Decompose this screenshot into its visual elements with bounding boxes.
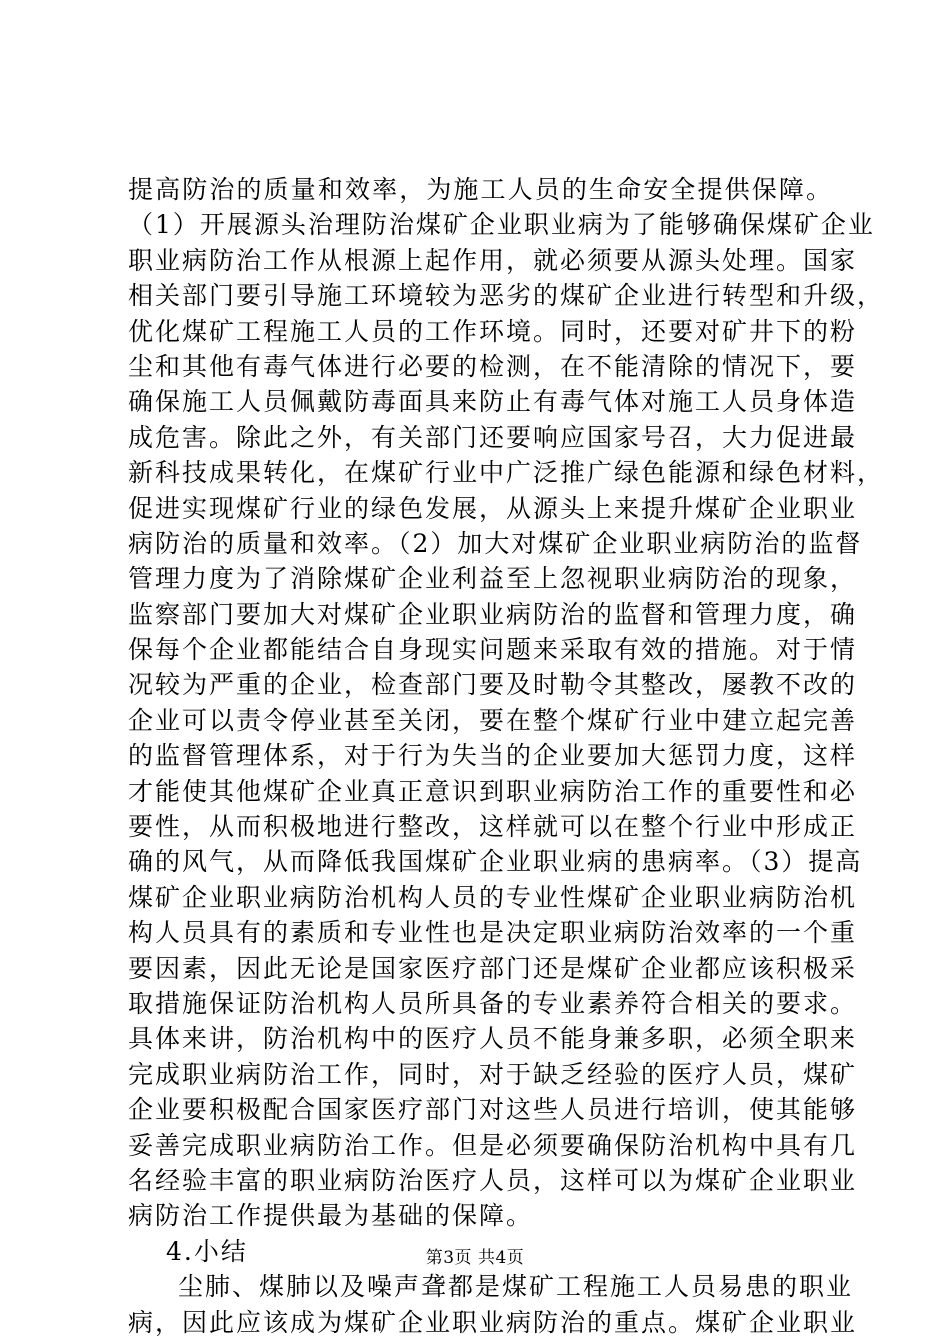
text-line: 职业病防治工作从根源上起作用，就必须要从源头处理。国家 — [128, 245, 858, 275]
text-line: 完成职业病防治工作，同时，对于缺乏经验的医疗人员，煤矿 — [128, 1059, 858, 1089]
text-line: 才能使其他煤矿企业真正意识到职业病防治工作的重要性和必 — [128, 776, 858, 806]
text-line: 成危害。除此之外，有关部门还要响应国家号召，大力促进最 — [128, 422, 858, 452]
text-line: 提高防治的质量和效率，为施工人员的生命安全提供保障。 — [128, 175, 833, 204]
text-line: 优化煤矿工程施工人员的工作环境。同时，还要对矿井下的粉 — [128, 316, 858, 346]
text-line: 名经验丰富的职业病防治医疗人员，这样可以为煤矿企业职业 — [128, 1165, 858, 1195]
text-line: 构人员具有的素质和专业性也是决定职业病防治效率的一个重 — [128, 918, 858, 948]
text-line: 监察部门要加大对煤矿企业职业病防治的监督和管理力度，确 — [128, 599, 858, 629]
text-line: 要因素，因此无论是国家医疗部门还是煤矿企业都应该积极采 — [128, 953, 858, 983]
text-line: 促进实现煤矿行业的绿色发展，从源头上来提升煤矿企业职业 — [128, 493, 858, 523]
text-line: 具体来讲，防治机构中的医疗人员不能身兼多职，必须全职来 — [128, 1024, 858, 1054]
section-heading: 4.小结 — [166, 1236, 248, 1266]
text-line: （1）开展源头治理防治煤矿企业职业病为了能够确保煤矿企业 — [128, 210, 875, 240]
text-line: 管理力度为了消除煤矿企业利益至上忽视职业病防治的现象， — [128, 564, 858, 594]
text-line: 病防治的质量和效率。（2）加大对煤矿企业职业病防治的监督 — [128, 528, 863, 558]
text-line: 取措施保证防治机构人员所具备的专业素养符合相关的要求。 — [128, 988, 858, 1018]
text-line: 新科技成果转化，在煤矿行业中广泛推广绿色能源和绿色材料， — [128, 458, 885, 488]
text-line: 况较为严重的企业，检查部门要及时勒令其整改，屡教不改的 — [128, 670, 858, 700]
text-line: 确保施工人员佩戴防毒面具来防止有毒气体对施工人员身体造 — [128, 387, 858, 417]
text-line: 保每个企业都能结合自身现实问题来采取有效的措施。对于情 — [128, 635, 858, 665]
text-line: 妥善完成职业病防治工作。但是必须要确保防治机构中具有几 — [128, 1130, 858, 1160]
text-line: 的监督管理体系，对于行为失当的企业要加大惩罚力度，这样 — [128, 741, 858, 771]
text-line: 病防治工作提供最为基础的保障。 — [128, 1201, 534, 1231]
text-line: 相关部门要引导施工环境较为恶劣的煤矿企业进行转型和升级， — [128, 281, 885, 311]
text-line: 煤矿企业职业病防治机构人员的专业性煤矿企业职业病防治机 — [128, 882, 858, 912]
page-number-footer: 第3页 共4页 — [425, 1248, 525, 1268]
document-body — [128, 172, 885, 1340]
text-line: 尘和其他有毒气体进行必要的检测，在不能清除的情况下，要 — [128, 351, 858, 381]
text-line: 企业可以责令停业甚至关闭，要在整个煤矿行业中建立起完善 — [128, 705, 858, 735]
text-line: 确的风气，从而降低我国煤矿企业职业病的患病率。（3）提高 — [128, 847, 863, 877]
text-line: 要性，从而积极地进行整改，这样就可以在整个行业中形成正 — [128, 812, 858, 842]
text-line: 病，因此应该成为煤矿企业职业病防治的重点。煤矿企业职业 — [128, 1307, 858, 1337]
text-line: 企业要积极配合国家医疗部门对这些人员进行培训，使其能够 — [128, 1095, 858, 1125]
text-line: 尘肺、煤肺以及噪声聋都是煤矿工程施工人员易患的职业 — [178, 1272, 854, 1302]
